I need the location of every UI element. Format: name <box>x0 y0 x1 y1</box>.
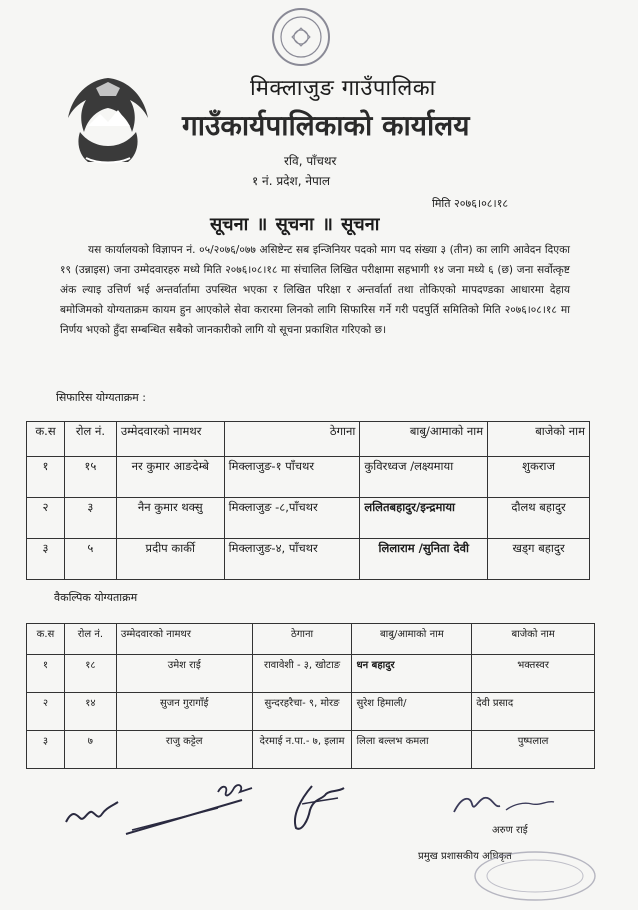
table-cell: दौलथ बहादुर <box>488 498 590 539</box>
col-header: क.स <box>27 422 65 457</box>
col-header: बाबु/आमाको नाम <box>360 422 488 457</box>
table-cell: १४ <box>64 693 116 731</box>
table-cell: कुविरध्वज /लक्ष्यमाया <box>360 457 488 498</box>
table-cell: ललितबहादुर/इन्द्रमाया <box>360 498 488 539</box>
table-cell: लिलाराम /सुनिता देवी <box>360 539 488 580</box>
alternate-caption: वैकल्पिक योग्यताक्रम <box>54 591 138 604</box>
table-row <box>27 457 590 498</box>
table-cell: मिक्लाजुङ-१ पाँचथर <box>224 457 360 498</box>
col-header: बाजेको नाम <box>488 422 590 457</box>
table-cell: धन बहादुर <box>352 655 472 693</box>
table-header-row <box>27 624 595 655</box>
table-cell: ३ <box>27 539 65 580</box>
col-header: बाजेको नाम <box>472 624 595 655</box>
notice-body <box>60 240 570 340</box>
table-cell: भक्तस्वर <box>472 655 595 693</box>
table-cell: २ <box>27 498 65 539</box>
alternate-table <box>26 623 595 769</box>
table-cell: ३ <box>64 498 116 539</box>
table-header-row <box>27 422 590 457</box>
table-cell: मिक्लाजुङ-४, पाँचथर <box>224 539 360 580</box>
col-header: ठेगाना <box>224 422 360 457</box>
signature-1-icon <box>62 792 122 830</box>
signatory-name: अरुण राई <box>492 825 528 836</box>
table-cell: राजु कट्टेल <box>116 731 252 769</box>
table-cell: सुरेश हिमाली/ <box>352 693 472 731</box>
col-header: रोल नं. <box>64 422 116 457</box>
table-cell: देरमाई न.पा.- ७, इलाम <box>252 731 352 769</box>
signature-4-icon <box>448 786 558 826</box>
table-cell: लिला बल्लभ कमला <box>352 731 472 769</box>
table-row <box>27 498 590 539</box>
address-line-2: १ नं. प्रदेश, नेपाल <box>252 174 331 188</box>
col-header: उम्मेदवारको नामथर <box>116 422 224 457</box>
table-cell: उमेश राई <box>116 655 252 693</box>
table-cell: २ <box>27 693 65 731</box>
col-header: क.स <box>27 624 65 655</box>
table-row <box>27 731 595 769</box>
table-row <box>27 693 595 731</box>
col-header: उम्मेदवारको नामथर <box>116 624 252 655</box>
table-cell: पुष्पलाल <box>472 731 595 769</box>
recommended-caption: सिफारिस योग्यताक्रम : <box>56 391 146 404</box>
table-row <box>27 539 590 580</box>
nepal-emblem-icon <box>58 70 158 170</box>
signature-3-icon <box>282 780 352 836</box>
col-header: रोल नं. <box>64 624 116 655</box>
table-cell: नैन कुमार थक्सु <box>116 498 224 539</box>
municipality-name: मिक्लाजुङ गाउँपालिका <box>250 76 436 101</box>
table-cell: खड्ग बहादुर <box>488 539 590 580</box>
office-title: गाउँकार्यपालिकाको कार्यालय <box>182 109 470 142</box>
address-line-1: रवि, पाँचथर <box>284 154 337 168</box>
table-cell: ५ <box>64 539 116 580</box>
col-header: बाबु/आमाको नाम <box>352 624 472 655</box>
signatory-designation: प्रमुख प्रशासकीय अधिकृत <box>418 851 512 862</box>
table-cell: सुन्दरहरैचा- ९, मोरङ <box>252 693 352 731</box>
table-cell: नर कुमार आङदेम्बे <box>116 457 224 498</box>
table-cell: १ <box>27 457 65 498</box>
table-cell: रावावेशी - ३, खोटाङ <box>252 655 352 693</box>
col-header: ठेगाना <box>252 624 352 655</box>
table-row <box>27 655 595 693</box>
table-cell: प्रदीप कार्की <box>116 539 224 580</box>
official-stamp-icon <box>470 848 600 904</box>
notice-heading: सूचना ॥ सूचना ॥ सूचना <box>210 214 380 235</box>
table-cell: शुकराज <box>488 457 590 498</box>
table-cell: १ <box>27 655 65 693</box>
recommended-table <box>26 421 590 580</box>
signature-2-icon <box>122 778 262 840</box>
table-cell: ३ <box>27 731 65 769</box>
table-cell: मिक्लाजुङ -८,पाँचथर <box>224 498 360 539</box>
notice-date: मिति २०७६।०८।१८ <box>432 197 509 210</box>
table-cell: ७ <box>64 731 116 769</box>
table-cell: देवी प्रसाद <box>472 693 595 731</box>
notice-body-text: यस कार्यालयको विज्ञापन नं. ०५/२०७६/०७७ असिष्टेन्ट सब इन्जिनियर पदको माग पद संख्या ३ (तीन) का लागि आवेदन दिएका १९ (उन्नाइस) जना उम्मेदवारहरु मध्ये मिति २०७६।०८।१८ मा संचालित लिखित परीक्षामा सहभागी १४ जना मध्ये ६ (छ) जना सर्वोत्कृष्ट अंक ल्याइ उत्तिर्ण भई अन्तर्वार्तामा उपस्थित भएका र लिखित परिक्षा र अन्तर्वार्ता तथा तोकिएको मापदण्डका आधारमा देहाय बमोजिमको योग्यताक्रम कायम हुन आएकोले सेवा करारमा लिनको लागि सिफारिस गर्ने गरी पदपुर्ति समितिको मिति २०७६।०८।१८ मा निर्णय भएको हुँदा सम्बन्धित सबैको जानकारीको लागि यो सूचना प्रकाशित गरिएको छ। <box>60 244 570 336</box>
table-cell: सुजन गुरागाँई <box>116 693 252 731</box>
table-cell: १५ <box>64 457 116 498</box>
table-cell: १८ <box>64 655 116 693</box>
office-seal-icon <box>264 6 338 68</box>
